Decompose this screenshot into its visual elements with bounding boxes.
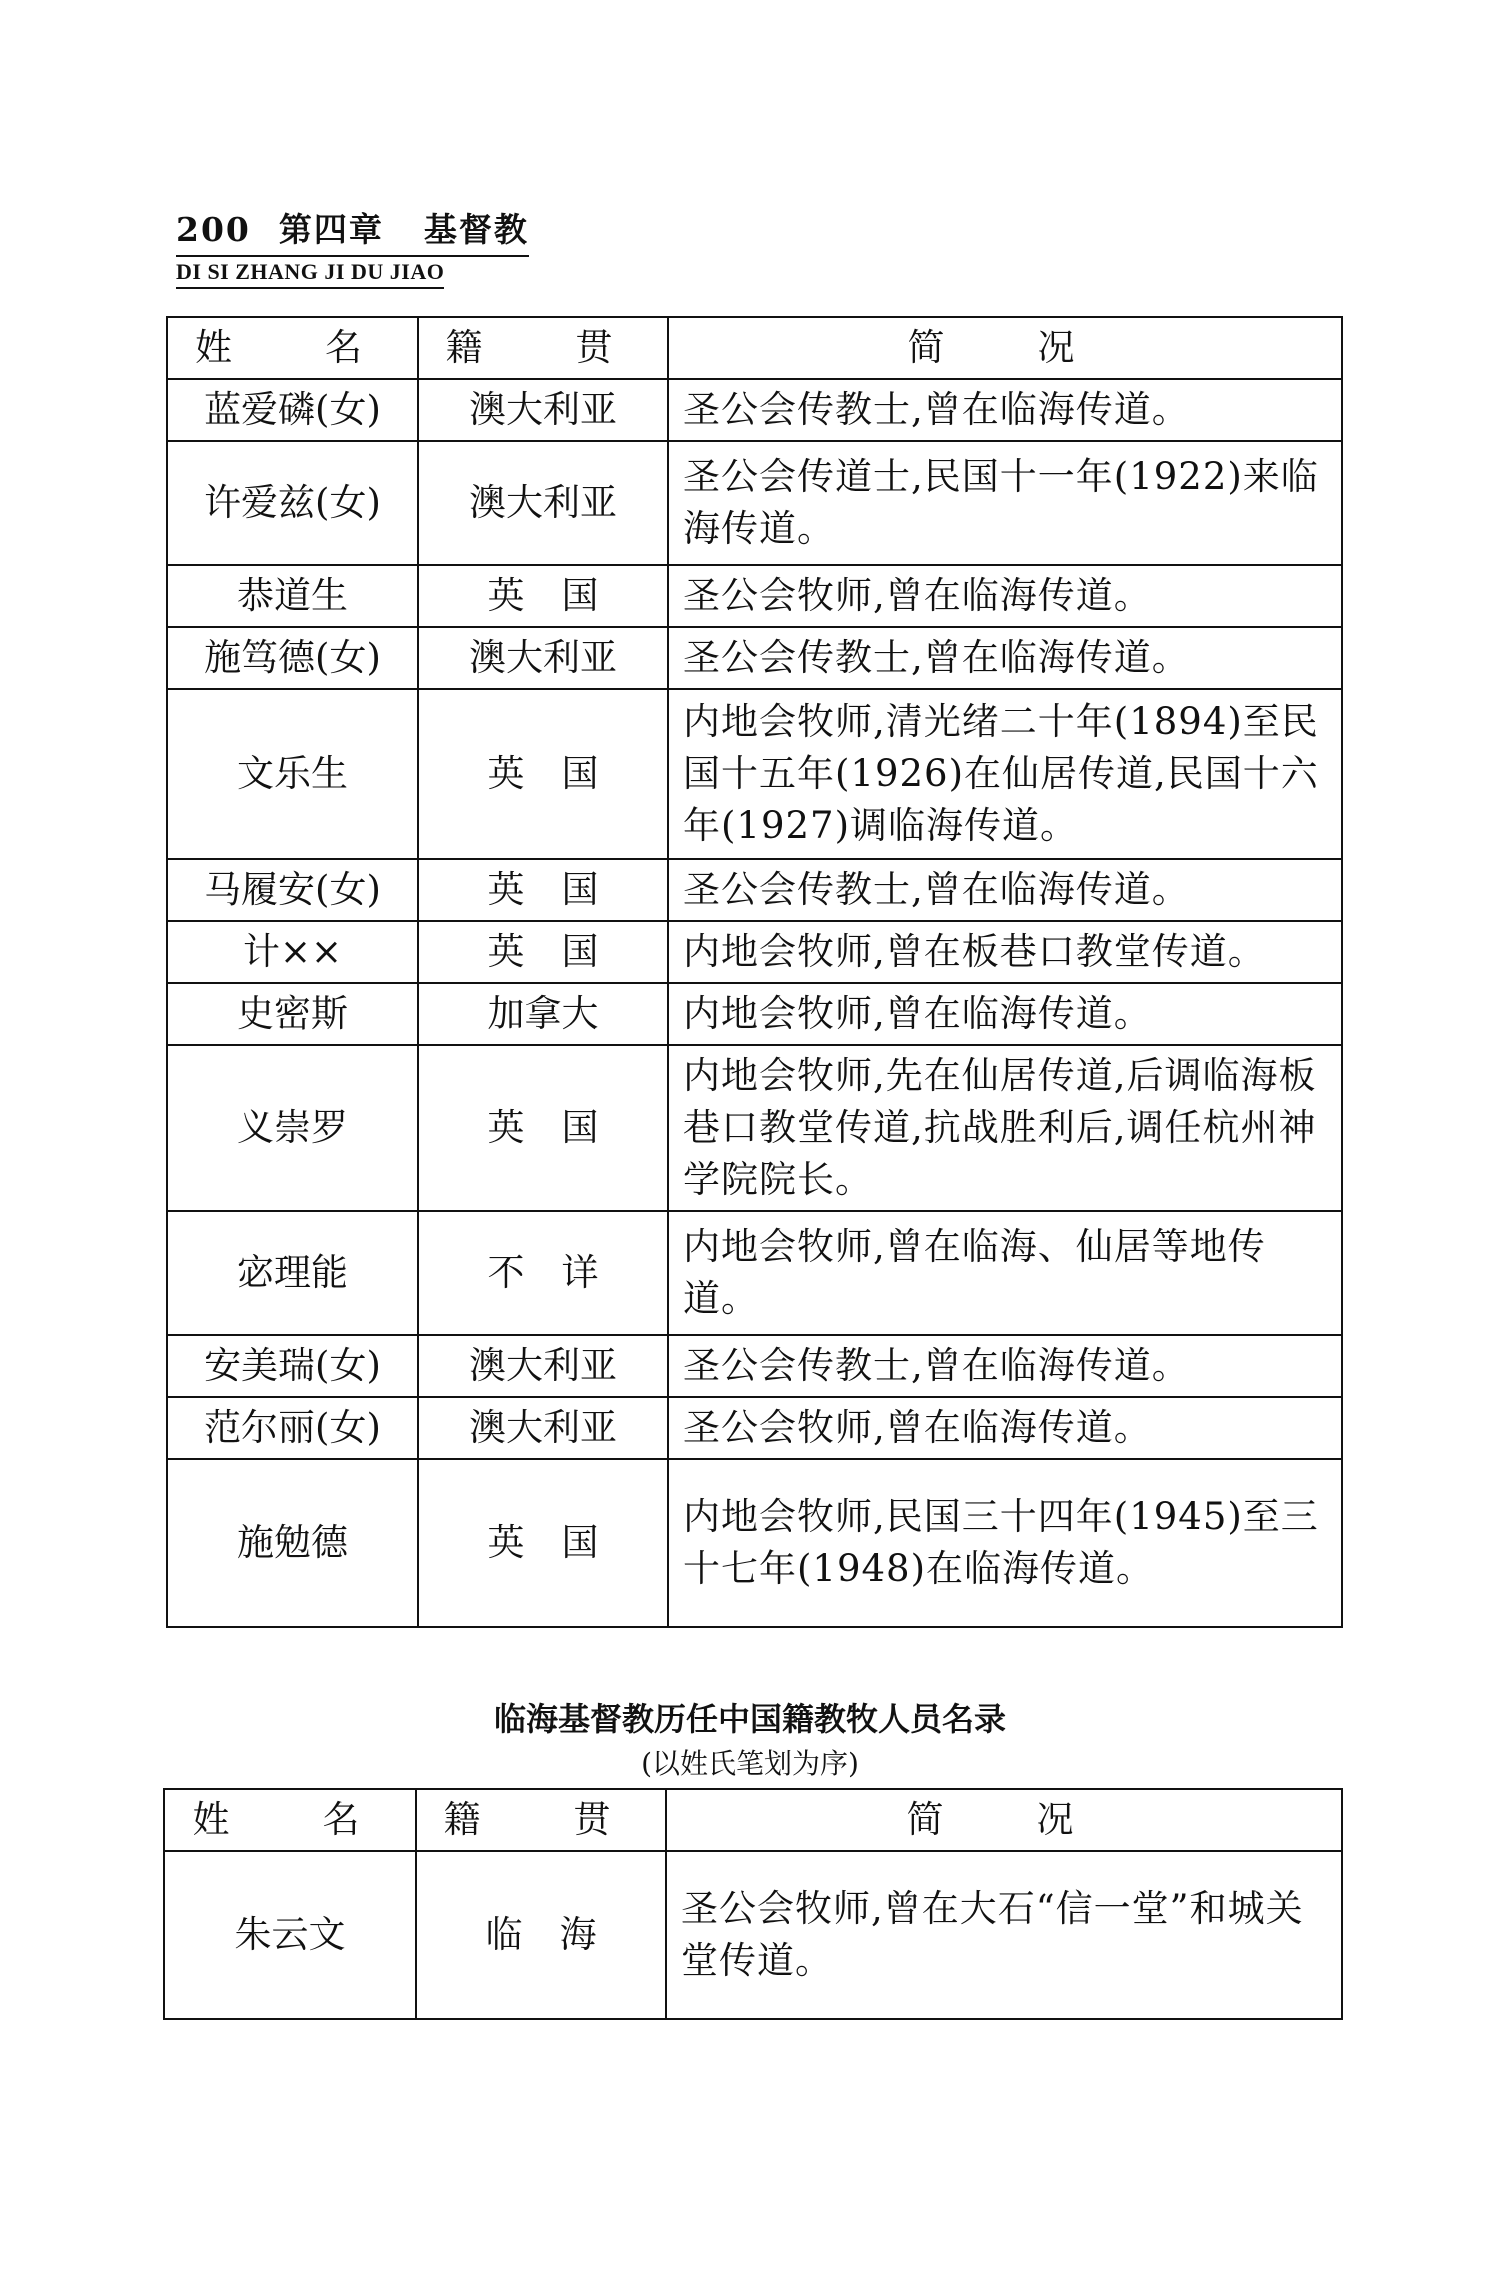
table-row: [167, 1397, 1342, 1459]
cell-name: 计××: [167, 921, 418, 983]
cell-origin: 英 国: [418, 921, 668, 983]
header-description: 简 况: [668, 317, 1342, 379]
table-row: [167, 983, 1342, 1045]
cell-origin: 英 国: [418, 859, 668, 921]
cell-description: 内地会牧师,曾在板巷口教堂传道。: [668, 921, 1342, 983]
cell-description: 圣公会牧师,曾在临海传道。: [668, 565, 1342, 627]
cell-description: 内地会牧师,曾在临海、仙居等地传道。: [668, 1211, 1342, 1335]
cell-name: 施勉德: [167, 1459, 418, 1627]
chapter-label: 第四章: [278, 210, 384, 249]
cell-name: 恭道生: [167, 565, 418, 627]
table-row: [167, 1211, 1342, 1335]
cell-name: 史密斯: [167, 983, 418, 1045]
chinese-clergy-table: [163, 1788, 1343, 2020]
cell-description: 圣公会传教士,曾在临海传道。: [668, 1335, 1342, 1397]
header-name: 姓 名: [167, 317, 418, 379]
table-row: [167, 441, 1342, 565]
cell-name: 许爱兹(女): [167, 441, 418, 565]
caption-subtitle: (以姓氏笔划为序): [641, 1747, 859, 1780]
cell-name: 马履安(女): [167, 859, 418, 921]
table-row: [164, 1851, 1342, 2019]
table-row: [167, 689, 1342, 859]
cell-origin: 澳大利亚: [418, 441, 668, 565]
cell-origin: 临 海: [416, 1851, 666, 2019]
header-name: 姓 名: [164, 1789, 416, 1851]
cell-description: 内地会牧师,清光绪二十年(1894)至民国十五年(1926)在仙居传道,民国十六年(1927)调临海传道。: [668, 689, 1342, 859]
table-header-row: [167, 317, 1342, 379]
cell-origin: 英 国: [418, 1459, 668, 1627]
table-header-row: [164, 1789, 1342, 1851]
cell-origin: 澳大利亚: [418, 1335, 668, 1397]
cell-description: 内地会牧师,民国三十四年(1945)至三十七年(1948)在临海传道。: [668, 1459, 1342, 1627]
page-header: [176, 204, 529, 289]
cell-name: 蓝爱磷(女): [167, 379, 418, 441]
table-row: [167, 379, 1342, 441]
cell-description: 圣公会传道士,民国十一年(1922)来临海传道。: [668, 441, 1342, 565]
table-row: [167, 1335, 1342, 1397]
cell-name: 文乐生: [167, 689, 418, 859]
cell-origin: 澳大利亚: [418, 1397, 668, 1459]
cell-name: 施笃德(女): [167, 627, 418, 689]
cell-description: 圣公会传教士,曾在临海传道。: [668, 379, 1342, 441]
table-row: [167, 1045, 1342, 1211]
table-row: [167, 859, 1342, 921]
cell-origin: 不 详: [418, 1211, 668, 1335]
cell-name: 安美瑞(女): [167, 1335, 418, 1397]
header-description: 简 况: [666, 1789, 1342, 1851]
page-number: 200: [176, 210, 251, 249]
cell-description: 圣公会传教士,曾在临海传道。: [668, 627, 1342, 689]
table-row: [167, 1459, 1342, 1627]
header-origin: 籍 贯: [416, 1789, 666, 1851]
cell-origin: 英 国: [418, 565, 668, 627]
table-row: [167, 627, 1342, 689]
cell-name: 范尔丽(女): [167, 1397, 418, 1459]
cell-origin: 英 国: [418, 689, 668, 859]
chapter-pinyin: DI SI ZHANG JI DU JIAO: [176, 259, 444, 289]
header-origin: 籍 贯: [418, 317, 668, 379]
header-title-line: [176, 204, 529, 257]
foreign-clergy-table: [166, 316, 1343, 1628]
cell-description: 圣公会牧师,曾在临海传道。: [668, 1397, 1342, 1459]
cell-origin: 英 国: [418, 1045, 668, 1211]
cell-origin: 加拿大: [418, 983, 668, 1045]
chapter-title: 基督教: [423, 210, 529, 249]
cell-origin: 澳大利亚: [418, 379, 668, 441]
cell-description: 内地会牧师,先在仙居传道,后调临海板巷口教堂传道,抗战胜利后,调任杭州神学院院长。: [668, 1045, 1342, 1211]
table-row: [167, 565, 1342, 627]
caption-title: 临海基督教历任中国籍教牧人员名录: [493, 1700, 1006, 1738]
cell-name: 朱云文: [164, 1851, 416, 2019]
cell-name: 宓理能: [167, 1211, 418, 1335]
table-row: [167, 921, 1342, 983]
cell-description: 内地会牧师,曾在临海传道。: [668, 983, 1342, 1045]
cell-origin: 澳大利亚: [418, 627, 668, 689]
cell-name: 义崇罗: [167, 1045, 418, 1211]
cell-description: 圣公会牧师,曾在大石“信一堂”和城关堂传道。: [666, 1851, 1342, 2019]
cell-description: 圣公会传教士,曾在临海传道。: [668, 859, 1342, 921]
